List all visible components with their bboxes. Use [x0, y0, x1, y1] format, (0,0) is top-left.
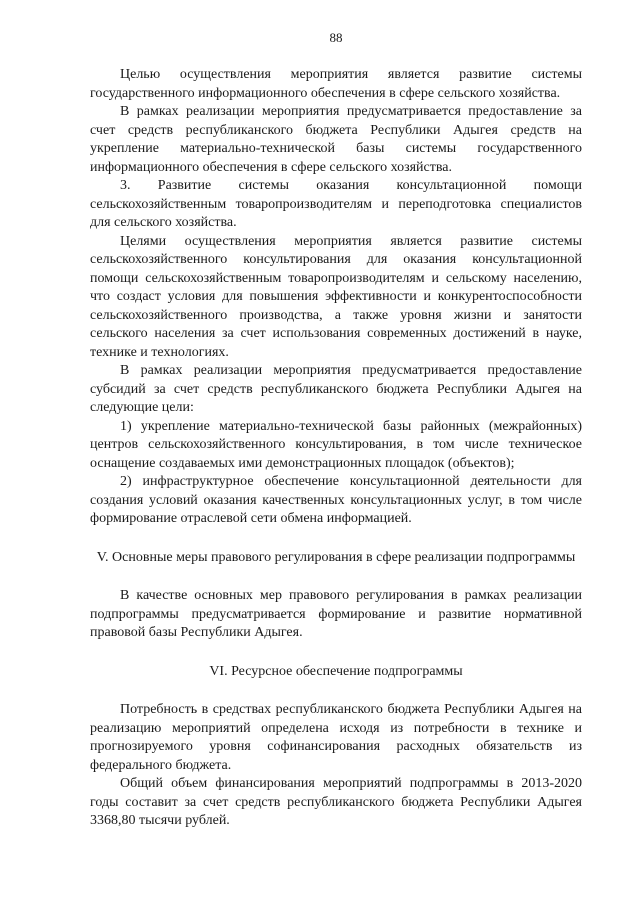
paragraph: Целями осуществления мероприятия является развитие системы сельскохозяйственного консультирования для оказания консультационной помощи сельскохозяйственным товаропроизводителям и сельскому населению, что создаст условия для повышения эффективности и конкурентоспособности сельскохозяйственного производства, а также уровня жизни и занятости сельского населения за счет использования современных достижений в науке, технике и технологиях.: [90, 233, 582, 360]
paragraph: В рамках реализации мероприятия предусматривается предоставление за счет средств республиканского бюджета Республики Адыгея средств на укрепление материально-технической базы системы государственного информационного обеспечения в сфере сельского хозяйства.: [90, 104, 582, 175]
paragraph: В качестве основных мер правового регулирования в рамках реализации подпрограммы предусматривается формирование и развитие нормативной правовой базы Республики Адыгея.: [90, 588, 582, 640]
paragraph: Общий объем финансирования мероприятий подпрограммы в 2013-2020 годы составит за счет средств республиканского бюджета Республики Адыгея 3368,80 тысячи рублей.: [90, 776, 582, 828]
spacer: [90, 681, 582, 701]
paragraph: В рамках реализации мероприятия предусматривается предоставление субсидий за счет средств республиканского бюджета Республики Адыгея на следующие цели:: [90, 363, 582, 415]
spacer: [90, 567, 582, 587]
list-item: 1) укрепление материально-технической базы районных (межрайонных) центров сельскохозяйственного консультирования, в том числе техническое оснащение создаваемых ими демонстрационных площадок (объектов);: [90, 418, 582, 471]
section-heading-5: V. Основные меры правового регулирования в сфере реализации подпрограммы: [96, 549, 576, 565]
spacer: [90, 529, 582, 549]
paragraph: 3. Развитие системы оказания консультационной помощи сельскохозяйственным товаропроизводителям и переподготовка специалистов для сельского хозяйства.: [90, 178, 582, 230]
list-item: 2) инфраструктурное обеспечение консультационной деятельности для создания условий оказания качественных консультационных услуг, в том числе формирование отраслевой сети обмена информацией.: [90, 474, 582, 526]
section-heading-6: VI. Ресурсное обеспечение подпрограммы: [209, 663, 463, 679]
spacer: [90, 643, 582, 663]
paragraph: Потребность в средствах республиканского бюджета Республики Адыгея на реализацию мероприятий определена исходя из потребности в технике и прогнозируемого уровня софинансирования расходных обязательств из федерального бюджета.: [90, 702, 582, 773]
paragraph: Целью осуществления мероприятия является развитие системы государственного информационного обеспечения в сфере сельского хозяйства.: [90, 67, 582, 101]
page-number: 88: [329, 30, 343, 45]
